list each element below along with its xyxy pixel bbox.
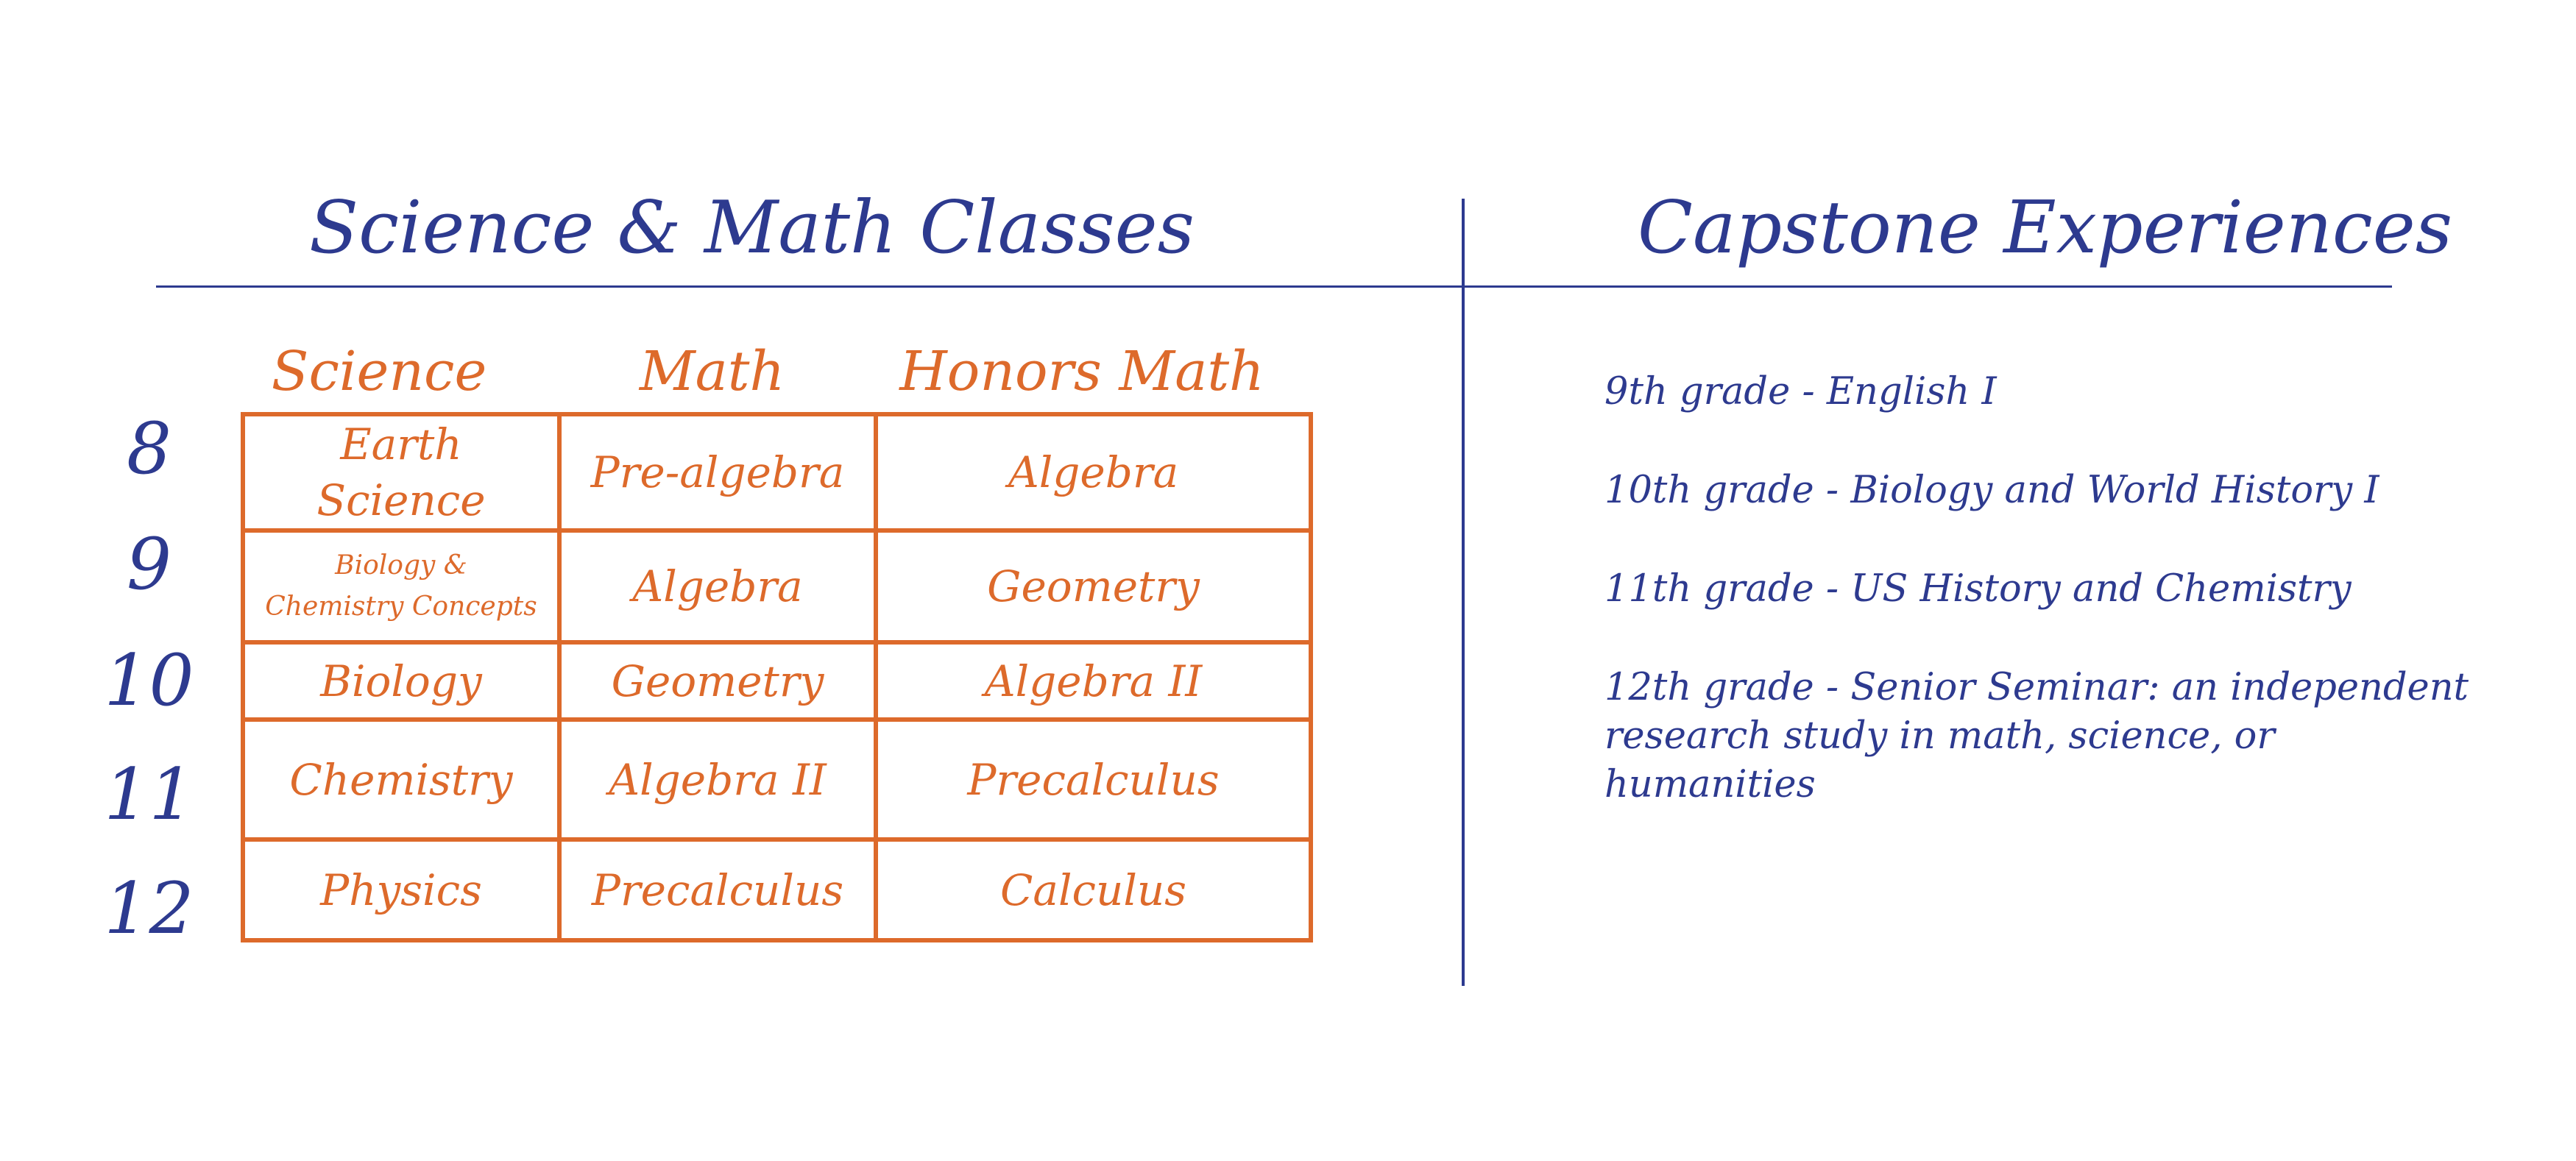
science-cell: [243, 414, 559, 530]
column-header-science: Science: [271, 340, 487, 403]
list-item-line: research study in math, science, or humanities: [1604, 714, 2275, 806]
list-item: [1604, 466, 2488, 515]
honors-math-cell: Geometry: [876, 530, 1311, 642]
heading-underline-left: [156, 285, 1465, 288]
table-row: [243, 414, 1311, 530]
table-row: [243, 530, 1311, 642]
table-row: [243, 720, 1311, 839]
cell-text-line: Earth: [340, 419, 462, 469]
grade-label-8: 8: [126, 408, 172, 490]
math-cell: Algebra: [559, 530, 876, 642]
math-cell: Algebra II: [559, 720, 876, 839]
honors-math-cell: Algebra II: [876, 642, 1311, 720]
science-math-heading: Science & Math Classes: [309, 186, 1195, 270]
list-item: [1604, 368, 2488, 416]
science-cell: [243, 642, 559, 720]
vertical-divider: [1462, 199, 1465, 986]
cell-text-line: Science: [316, 475, 486, 525]
math-cell: Geometry: [559, 642, 876, 720]
grade-label-11: 11: [104, 753, 194, 836]
list-item-line: 11th grade - US History and Chemistry: [1604, 567, 2352, 611]
grade-label-10: 10: [104, 639, 194, 722]
list-item: [1604, 565, 2488, 614]
math-cell: Precalculus: [559, 839, 876, 940]
column-header-math: Math: [639, 340, 785, 403]
cell-text-line: Chemistry: [289, 754, 513, 805]
science-cell: [243, 839, 559, 940]
cell-text-line: Physics: [320, 864, 482, 915]
honors-math-cell: Precalculus: [876, 720, 1311, 839]
table-row: [243, 642, 1311, 720]
heading-underline-right: [1465, 285, 2392, 288]
course-table: [241, 412, 1313, 942]
grade-label-9: 9: [126, 523, 172, 606]
column-header-honors-math: Honors Math: [899, 340, 1264, 403]
table-row: [243, 839, 1311, 940]
science-cell: [243, 530, 559, 642]
cell-text-line: Biology &: [335, 550, 467, 580]
science-cell: [243, 720, 559, 839]
honors-math-cell: Calculus: [876, 839, 1311, 940]
list-item-line: 9th grade - English I: [1604, 370, 1997, 413]
capstone-list: [1604, 368, 2488, 859]
cell-text-line: Chemistry Concepts: [265, 592, 537, 622]
honors-math-cell: Algebra: [876, 414, 1311, 530]
list-item: [1604, 664, 2488, 809]
math-cell: Pre-algebra: [559, 414, 876, 530]
grade-label-12: 12: [104, 867, 194, 950]
list-item-line: 12th grade - Senior Seminar: an independent: [1604, 666, 2469, 709]
list-item-line: 10th grade - Biology and World History I: [1604, 469, 2379, 512]
cell-text-line: Biology: [320, 656, 482, 706]
capstone-heading: Capstone Experiences: [1638, 186, 2453, 270]
